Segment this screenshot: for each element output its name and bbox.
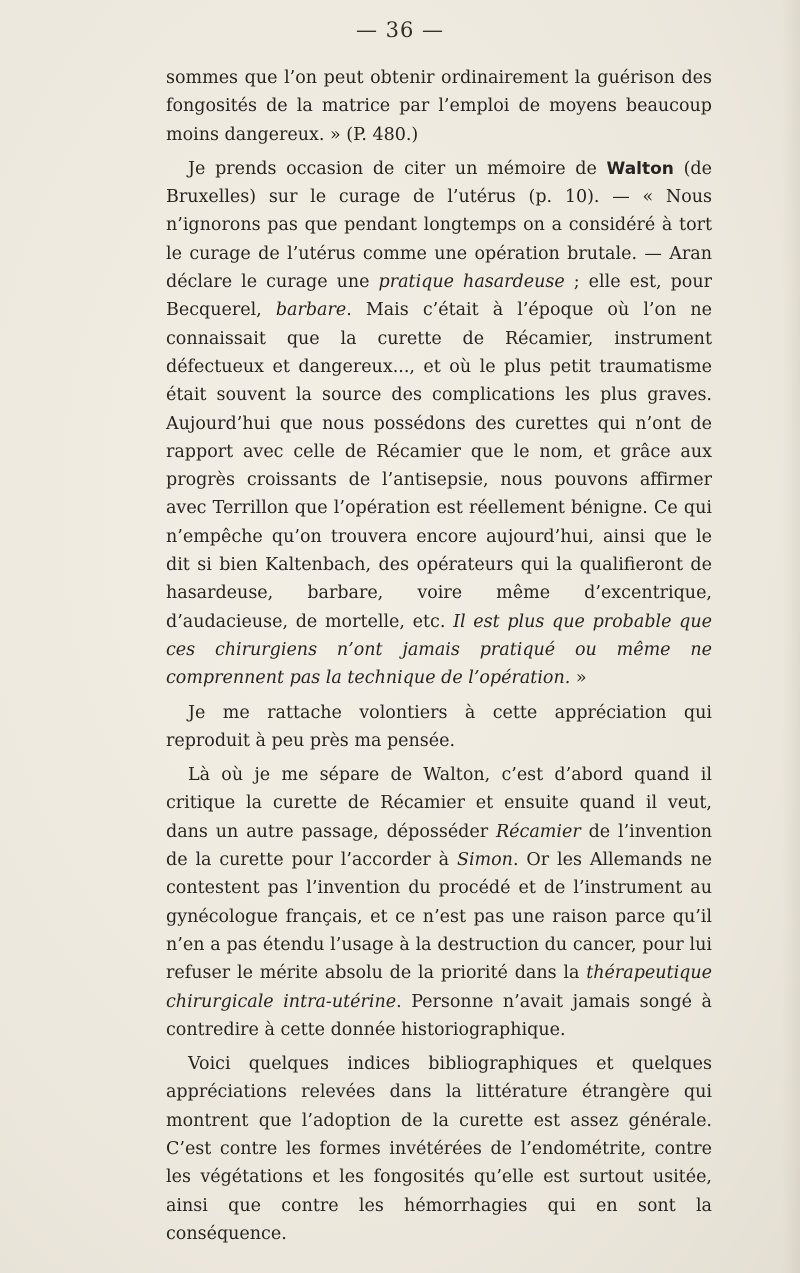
italic-text: barbare xyxy=(275,300,347,321)
text-segment: (de Bruxelles) sur le curage de l’utérus (p. 10). — « Nous n’ignorons pas que pendant longtemps on a considéré à tort le curage de l’utérus comme une opération brutale. — Aran déclare le curage une xyxy=(166,158,712,293)
text-segment: sommes que l’on peut obtenir ordinairement la guérison des fongosités de la matrice par l’emploi de moyens beaucoup moins dangereux. » (P. 480.) xyxy=(166,68,712,145)
italic-text: Simon xyxy=(456,850,513,871)
paragraph xyxy=(166,699,712,756)
text-segment: . Mais c’était à l’époque où l’on ne connaissait que la curette de Récamier, instrument défectueux et dangereux..., et où le plus petit traumatisme était souvent la source des complications les plus graves. Aujourd’hui que nous possédons des curettes qui n’ont de rapport avec celle de Récamier que le nom, et grâce aux progrès croissants de l’antisepsie, nous pouvons affirmer avec Terrillon que l’opération est réellement bénigne. Ce qui n’empêche qu’on trouvera encore aujourd’hui, ainsi que le dit si bien Kaltenbach, des opérateurs qui la qualifieront de hasardeuse, barbare, voire même d’excentrique, d’audacieuse, de mortelle, etc. xyxy=(166,300,713,632)
text-segment: Là où je me sépare de Walton, c’est d’abord quand il critique la curette de Récamier et ensuite quand il veut, dans un autre passage, déposséder xyxy=(166,765,712,842)
text-segment: de l’invention de la curette pour l’accorder à xyxy=(166,821,712,871)
body-text xyxy=(166,64,712,1248)
page-number: — 36 — xyxy=(355,18,445,42)
text-segment: Je me rattache volontiers à cette appréciation qui reproduit à peu près ma pensée. xyxy=(166,702,712,751)
paragraph xyxy=(166,64,712,149)
italic-text: thérapeutique chirurgicale intra-utérine xyxy=(166,963,712,1012)
paragraph xyxy=(166,761,712,1044)
text-segment: . Or les Allemands ne contestent pas l’invention du procédé et de l’instrument au gynécologue français, et ce n’est pas une raison parce qu’il n’en a pas étendu l’usage à la destruction du cancer, pour lui refuser le mérite absolu de la priorité dans la xyxy=(166,850,712,984)
paragraph xyxy=(166,1050,712,1248)
italic-text: Il est plus que probable que ces chirurgiens n’ont jamais pratiqué ou même ne comprennent pas la technique de l’opération. xyxy=(166,611,712,689)
paragraph xyxy=(166,155,712,693)
text-segment: . Personne n’avait jamais songé à contredire à cette donnée historiographique. xyxy=(166,991,712,1040)
text-segment: » xyxy=(570,668,587,689)
bold-author-name: Walton xyxy=(606,158,674,179)
text-segment: ; elle est, pour Becquerel, xyxy=(166,272,712,321)
text-segment: Je prends occasion de citer un mémoire de xyxy=(188,158,607,179)
italic-text: Récamier xyxy=(496,821,581,842)
text-segment: Voici quelques indices bibliographiques et quelques appréciations relevées dans la littérature étrangère qui montrent que l’adoption de la curette est assez générale. C’est contre les formes invétérées de l’endométrite, contre les végétations et les fongosités qu’elle est surtout usitée, ainsi que contre les hémorrhagies qui en sont la conséquence. xyxy=(166,1054,712,1244)
italic-text: pratique hasardeuse xyxy=(378,272,565,293)
page-edge-shadow xyxy=(782,0,800,1273)
